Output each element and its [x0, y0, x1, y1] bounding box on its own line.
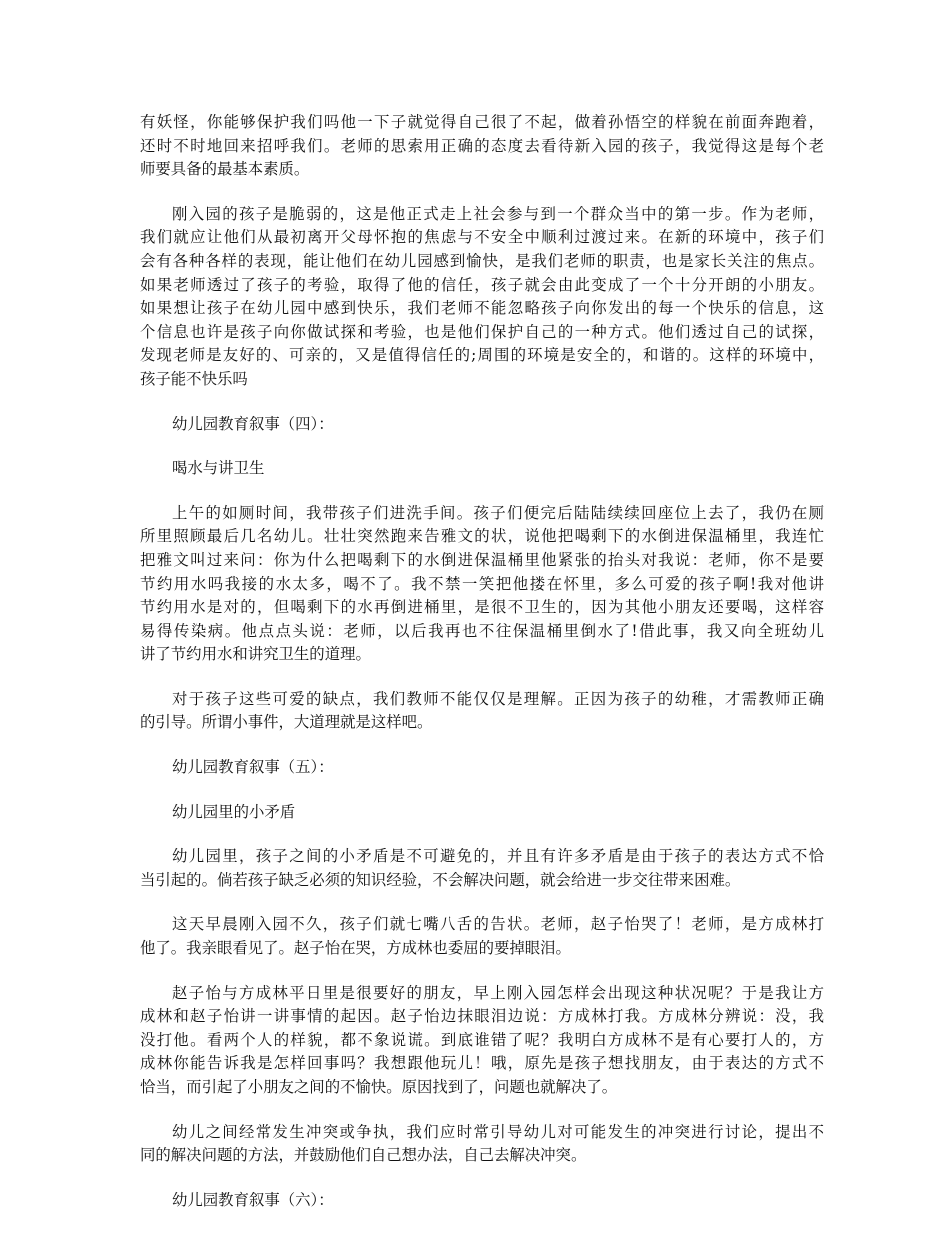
section-subtitle: 喝水与讲卫生	[172, 459, 265, 478]
text-line: 个信息也许是孩子向你做试探和考验，也是他们保护自己的一种方式。他们透过自己的试探，	[140, 322, 824, 341]
text-line: 没打他。看两个人的样貌，都不象说谎。到底谁错了呢？我明白方成林不是有心要打人的，方	[140, 1030, 824, 1049]
text-line: 赵子怡与方成林平日里是很要好的朋友，早上刚入园怎样会出现这种状况呢？于是我让方	[172, 983, 824, 1002]
paragraph-morning	[140, 913, 824, 960]
paragraph-intro	[140, 845, 824, 892]
document-body	[140, 111, 824, 1233]
text-line: 恰当，而引起了小朋友之间的不愉快。原因找到了，问题也就解决了。	[140, 1078, 618, 1096]
text-line: 他了。我亲眼看见了。赵子怡在哭，方成林也委屈的要掉眼泪。	[140, 939, 571, 958]
text-line: 还时不时地回来招呼我们。老师的思索用正确的态度去看待新入园的孩子，我觉得这是每个老	[140, 136, 824, 155]
paragraph-friends	[140, 982, 824, 1100]
text-line: 如果想让孩子在幼儿园中感到快乐，我们老师不能忽略孩子向你发出的每一个快乐的信息，这	[140, 299, 824, 318]
text-line: 讲了节约用水和讲究卫生的道理。	[140, 645, 371, 664]
section-subtitle: 幼儿园里的小矛盾	[172, 802, 296, 821]
text-line: 师要具备的最基本素质。	[140, 160, 310, 179]
text-line: 如果老师透过了孩子的考验，取得了他的信任，孩子就会由此变成了一个十分开朗的小朋友。	[140, 275, 824, 294]
text-line: 同的解决问题的方法，并鼓励他们自己想办法，自己去解决冲突。	[140, 1146, 587, 1165]
paragraph-story	[140, 502, 824, 667]
text-line: 对于孩子这些可爱的缺点，我们教师不能仅仅是理解。正因为孩子的幼稚，才需教师正确	[172, 689, 824, 708]
text-line: 成林和赵子怡讲一讲事情的起因。赵子怡边抹眼泪边说：方成林打我。方成林分辨说：没，我	[140, 1007, 824, 1026]
text-line: 上午的如厕时间，我带孩子们进洗手间。孩子们便完后陆陆续续回座位上去了，我仍在厕	[172, 503, 824, 522]
text-line: 幼儿园里，孩子之间的小矛盾是不可避免的，并且有许多矛盾是由于孩子的表达方式不恰	[172, 847, 824, 866]
text-line: 当引起的。倘若孩子缺乏必须的知识经验，不会解决问题，就会给进一步交往带来困难。	[140, 870, 741, 889]
text-line: 成林你能告诉我是怎样回事吗？我想跟他玩儿！哦，原先是孩子想找朋友，由于表达的方式不	[140, 1054, 824, 1073]
text-line: 刚入园的孩子是脆弱的，这是他正式走上社会参与到一个群众当中的第一步。作为老师，	[172, 204, 824, 223]
text-line: 孩子能不快乐吗	[140, 369, 248, 388]
text-line: 会有各种各样的表现，能让他们在幼儿园感到愉快，是我们老师的职责，也是家长关注的焦点。	[140, 251, 824, 270]
text-line: 的引导。所谓小事件，大道理就是这样吧。	[140, 713, 433, 732]
section-heading: 幼儿园教育叙事（四）：	[172, 414, 334, 433]
text-line: 发现老师是友好的、可亲的，又是值得信任的;周围的环境是安全的，和谐的。这样的环境中，	[140, 346, 824, 365]
text-line: 节约用水吗我接的水太多，喝不了。我不禁一笑把他搂在怀里，多么可爱的孩子啊!我对他讲	[140, 574, 824, 593]
text-line: 所里照顾最后几名幼儿。壮壮突然跑来告雅文的状，说他把喝剩下的水倒进保温桶里，我连忙	[140, 527, 824, 546]
paragraph-continuation	[140, 111, 824, 182]
text-line: 这天早晨刚入园不久，孩子们就七嘴八舌的告状。老师，赵子怡哭了！老师，是方成林打	[172, 915, 824, 934]
text-line: 有妖怪，你能够保护我们吗他一下子就觉得自己很了不起，做着孙悟空的样貌在前面奔跑着，	[140, 113, 824, 131]
paragraph-reflection	[140, 688, 824, 735]
text-line: 我们就应让他们从最初离开父母怀抱的焦虑与不安全中顺利过渡过来。在新的环境中，孩子们	[140, 228, 824, 247]
paragraph-new-entrants	[140, 203, 824, 392]
section-heading: 幼儿园教育叙事（六）：	[172, 1190, 334, 1209]
text-line: 把雅文叫过来问：你为什么把喝剩下的水倒进保温桶里他紧张的抬头对我说：老师，你不是要	[140, 550, 824, 569]
paragraph-conclusion	[140, 1121, 824, 1168]
text-line: 易得传染病。他点点头说：老师，以后我再也不往保温桶里倒水了!借此事，我又向全班幼儿	[140, 621, 824, 640]
text-line: 节约用水是对的，但喝剩下的水再倒进桶里，是很不卫生的，因为其他小朋友还要喝，这样容	[140, 598, 824, 617]
section-heading: 幼儿园教育叙事（五）：	[172, 758, 334, 777]
text-line: 幼儿之间经常发生冲突或争执，我们应时常引导幼儿对可能发生的冲突进行讨论，提出不	[172, 1122, 824, 1141]
